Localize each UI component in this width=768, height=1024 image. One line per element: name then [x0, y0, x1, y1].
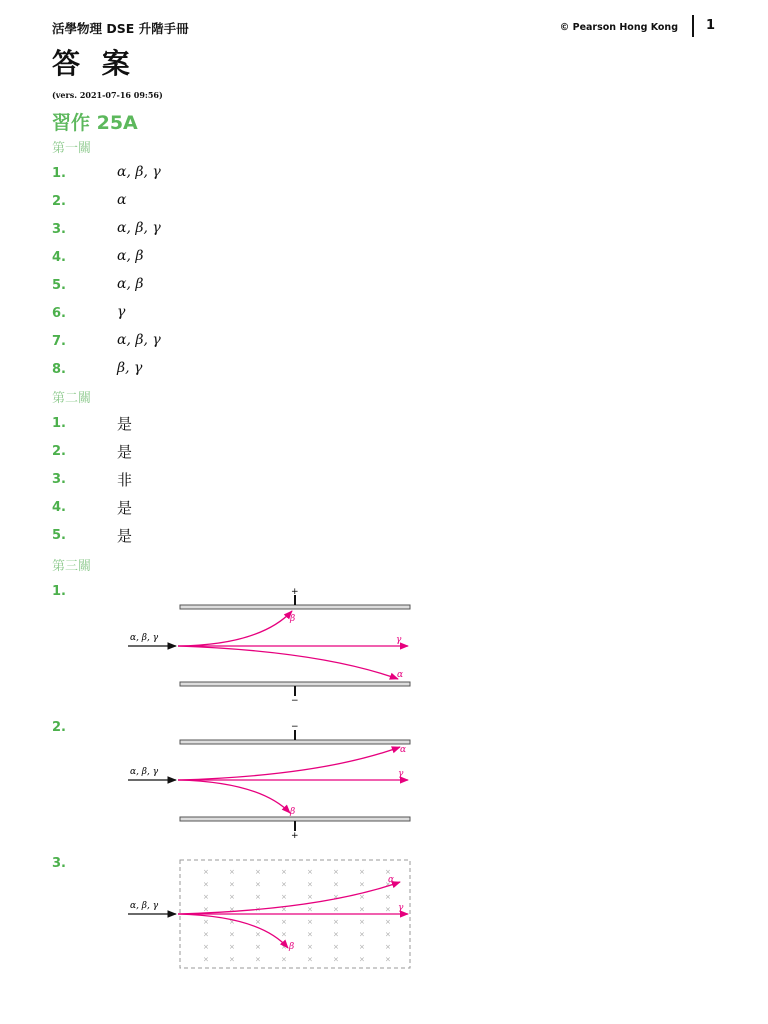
- field-cross-mark: ×: [359, 918, 365, 926]
- alpha-label: α: [400, 745, 407, 755]
- field-cross-mark: ×: [385, 943, 391, 951]
- magnetic-field-diagram-3: [120, 858, 420, 973]
- field-cross-mark: ×: [307, 930, 313, 939]
- field-cross-mark: ×: [385, 918, 391, 926]
- version-stamp: (vers. 2021-07-16 09:56): [52, 90, 163, 100]
- top-plate-sign: −: [291, 722, 299, 732]
- field-cross-mark: ×: [359, 868, 365, 876]
- field-cross-mark: ×: [333, 930, 339, 939]
- part2-item-num: 5.: [52, 528, 66, 543]
- gamma-label: γ: [398, 903, 404, 913]
- field-cross-mark: ×: [203, 918, 209, 926]
- field-cross-mark: ×: [281, 868, 287, 876]
- field-cross-mark: ×: [385, 905, 391, 914]
- field-cross-mark: ×: [229, 918, 235, 926]
- part3-item-num: 1.: [52, 584, 66, 599]
- part2-item-num: 4.: [52, 500, 66, 515]
- field-cross-mark: ×: [255, 868, 261, 876]
- field-cross-mark: ×: [359, 880, 365, 889]
- header-divider: [692, 15, 694, 37]
- field-cross-mark: ×: [385, 930, 391, 939]
- field-cross-mark: ×: [203, 930, 209, 939]
- field-cross-mark: ×: [281, 930, 287, 939]
- incoming-label: α, β, γ: [130, 767, 159, 777]
- part1-item-answer: α: [117, 192, 127, 208]
- part1-item-num: 5.: [52, 278, 66, 293]
- field-cross-mark: ×: [203, 955, 209, 964]
- top-plate: [180, 740, 410, 744]
- part2-item-num: 3.: [52, 472, 66, 487]
- field-cross-mark: ×: [359, 955, 365, 964]
- field-cross-mark: ×: [203, 943, 209, 951]
- part2-item-answer: 是: [117, 415, 133, 433]
- field-cross-mark: ×: [307, 880, 313, 889]
- top-plate: [180, 605, 410, 609]
- field-cross-mark: ×: [307, 905, 313, 914]
- part2-item-answer: 是: [117, 499, 133, 517]
- electric-field-diagram-1: [120, 585, 420, 706]
- field-cross-mark: ×: [281, 880, 287, 889]
- section-heading: 習作 25A: [52, 112, 138, 134]
- gamma-label: γ: [398, 769, 404, 779]
- field-cross-mark: ×: [359, 930, 365, 939]
- alpha-path: [178, 747, 400, 780]
- part1-item-num: 2.: [52, 194, 66, 209]
- part2-item-answer: 是: [117, 443, 133, 461]
- field-cross-mark: ×: [333, 880, 339, 889]
- beta-label: β: [290, 614, 296, 624]
- part2-item-num: 2.: [52, 444, 66, 459]
- part3-item-num: 3.: [52, 856, 66, 871]
- beta-path: [178, 780, 290, 813]
- field-cross-mark: ×: [385, 955, 391, 964]
- publisher: © Pearson Hong Kong: [559, 22, 678, 33]
- field-cross-mark: ×: [307, 955, 313, 964]
- page-number: 1: [706, 18, 716, 33]
- part2-title: 第二關: [52, 391, 92, 406]
- part1-item-answer: β, γ: [117, 360, 143, 376]
- field-cross-mark: ×: [281, 943, 287, 951]
- part1-item-answer: α, β, γ: [117, 164, 161, 180]
- part1-item-num: 6.: [52, 306, 66, 321]
- field-cross-mark: ×: [359, 943, 365, 951]
- field-cross-mark: ×: [229, 893, 235, 901]
- beta-path: [178, 611, 292, 646]
- alpha-label: α: [397, 670, 404, 680]
- bottom-plate: [180, 817, 410, 821]
- field-cross-mark: ×: [229, 868, 235, 876]
- field-cross-mark: ×: [255, 930, 261, 939]
- gamma-label: γ: [396, 635, 402, 645]
- part1-item-num: 8.: [52, 362, 66, 377]
- field-cross-mark: ×: [333, 893, 339, 901]
- bottom-plate-sign: +: [291, 831, 299, 841]
- field-cross-mark: ×: [203, 880, 209, 889]
- part1-item-answer: α, β, γ: [117, 332, 161, 348]
- field-cross-mark: ×: [255, 955, 261, 964]
- field-cross-mark: ×: [307, 943, 313, 951]
- part1-item-answer: α, β: [117, 276, 144, 292]
- field-cross-mark: ×: [281, 918, 287, 926]
- part2-item-num: 1.: [52, 416, 66, 431]
- part1-item-num: 3.: [52, 222, 66, 237]
- field-cross-mark: ×: [333, 955, 339, 964]
- field-cross-mark: ×: [255, 918, 261, 926]
- electric-field-diagram-2: [120, 720, 420, 841]
- field-cross-mark: ×: [255, 943, 261, 951]
- beta-label: β: [290, 807, 296, 817]
- field-cross-mark: ×: [385, 893, 391, 901]
- part1-item-num: 4.: [52, 250, 66, 265]
- part2-item-answer: 是: [117, 527, 133, 545]
- field-cross-mark: ×: [255, 905, 261, 914]
- incoming-label: α, β, γ: [130, 901, 159, 911]
- part2-item-answer: 非: [117, 471, 133, 489]
- alpha-path: [178, 646, 398, 679]
- field-cross-mark: ×: [333, 943, 339, 951]
- field-cross-mark: ×: [281, 905, 287, 914]
- field-cross-mark: ×: [307, 918, 313, 926]
- field-cross-mark: ×: [333, 868, 339, 876]
- field-cross-mark: ×: [203, 868, 209, 876]
- field-cross-mark: ×: [229, 955, 235, 964]
- field-cross-mark: ×: [307, 893, 313, 901]
- field-cross-mark: ×: [281, 955, 287, 964]
- field-cross-mark: ×: [255, 893, 261, 901]
- book-title: 活學物理 DSE 升階手冊: [52, 21, 189, 36]
- part1-item-answer: γ: [117, 304, 126, 320]
- field-cross-mark: ×: [229, 905, 235, 914]
- field-cross-mark: ×: [359, 905, 365, 914]
- page-title: 答 案: [52, 47, 136, 80]
- part3-title: 第三關: [52, 559, 92, 574]
- field-cross-mark: ×: [229, 943, 235, 951]
- part3-item-num: 2.: [52, 720, 66, 735]
- field-cross-mark: ×: [307, 868, 313, 876]
- field-cross-mark: ×: [333, 918, 339, 926]
- field-cross-mark: ×: [385, 868, 391, 876]
- field-cross-mark: ×: [333, 905, 339, 914]
- field-cross-mark: ×: [229, 880, 235, 889]
- field-cross-mark: ×: [385, 880, 391, 889]
- top-plate-sign: +: [291, 587, 299, 597]
- part1-item-answer: α, β: [117, 248, 144, 264]
- part1-item-num: 7.: [52, 334, 66, 349]
- bottom-plate: [180, 682, 410, 686]
- field-cross-mark: ×: [203, 893, 209, 901]
- incoming-label: α, β, γ: [130, 633, 159, 643]
- bottom-plate-sign: −: [291, 696, 299, 706]
- field-cross-mark: ×: [203, 905, 209, 914]
- part1-item-num: 1.: [52, 166, 66, 181]
- alpha-path: [178, 882, 400, 914]
- part1-item-answer: α, β, γ: [117, 220, 161, 236]
- field-cross-mark: ×: [229, 930, 235, 939]
- field-crosses: [203, 868, 391, 964]
- part1-title: 第一關: [52, 141, 92, 156]
- field-cross-mark: ×: [255, 880, 261, 889]
- alpha-label: α: [388, 875, 395, 885]
- field-cross-mark: ×: [359, 893, 365, 901]
- field-cross-mark: ×: [281, 893, 287, 901]
- beta-label: β: [289, 942, 295, 952]
